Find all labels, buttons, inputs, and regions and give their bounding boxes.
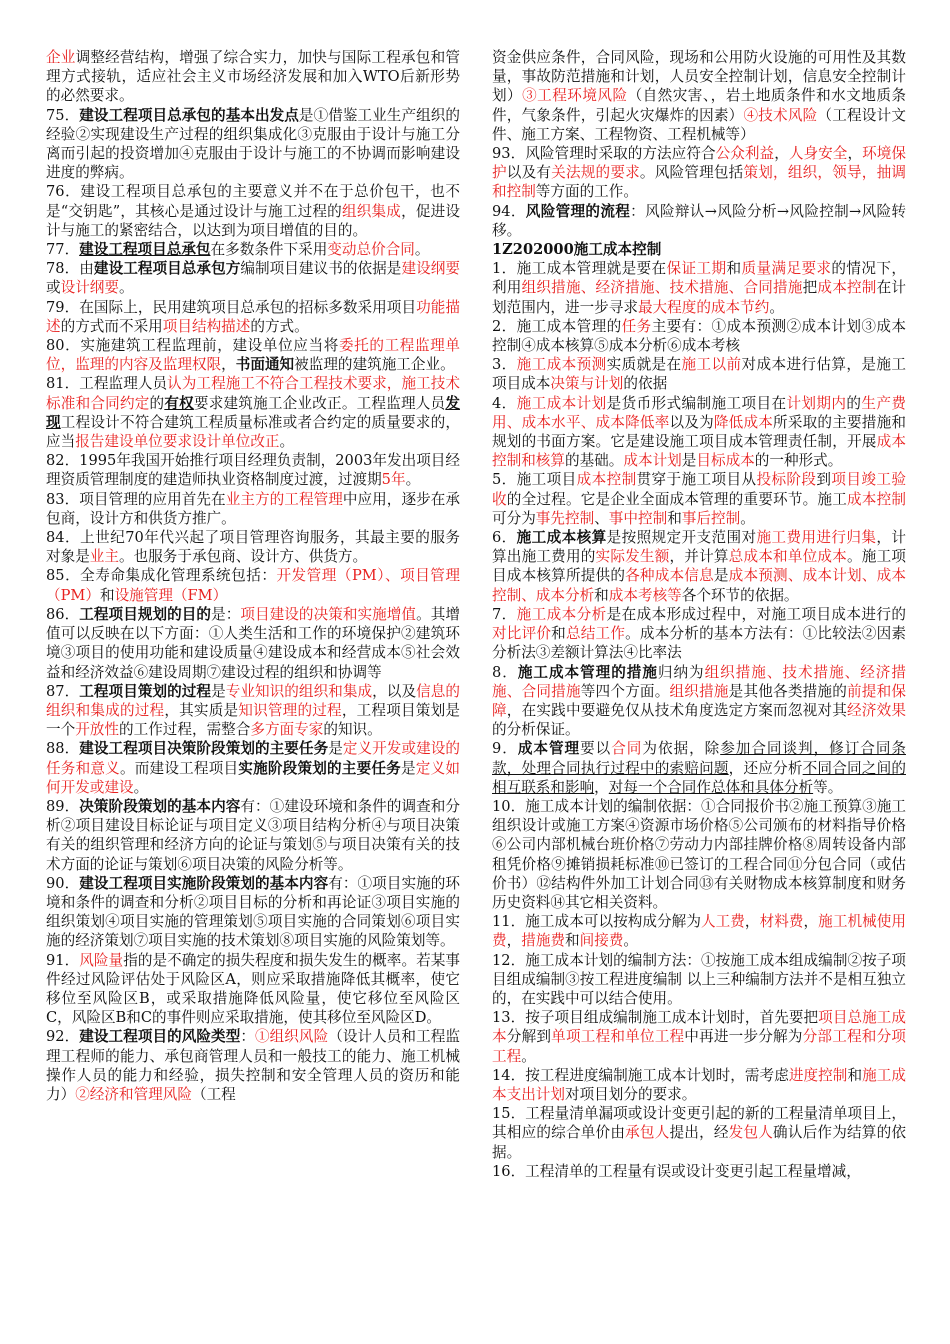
text-run: 项目建设的决策和实施增值 [240, 605, 417, 623]
text-run: 书面通知 [235, 356, 295, 374]
text-run: 公众利益 [715, 145, 775, 163]
text-run: ，工程项目策划是一个 [46, 701, 460, 739]
text-run: 13．按子项目组成编制施工成本计划时，首先要把 [492, 1009, 819, 1027]
text-run: 成本计划 [623, 452, 682, 470]
text-run: 1．施工成本管理就是要在 [492, 260, 667, 278]
text-run: 建设纲要 [401, 260, 460, 278]
text-run: 编制项目建议书的依据是 [240, 260, 402, 278]
right-column [492, 48, 906, 1181]
text-run: 6． [492, 529, 517, 547]
text-run: 成本预测、成本计划、成本控制、成本分析 [492, 567, 906, 604]
text-run: ， [744, 913, 760, 931]
text-run: 对成本进行估算，是施工项目成本 [492, 356, 906, 393]
text-run: 是 [211, 682, 226, 700]
text-run: 中应用，逐步在承包商，设计方和供货方推广。 [46, 490, 460, 527]
paragraph [492, 144, 906, 202]
text-run: 分解到 [506, 1028, 552, 1046]
text-run: 是 [298, 106, 314, 124]
text-run: 88． [46, 740, 80, 758]
text-run: 等。 [813, 778, 843, 796]
paragraph [492, 1162, 906, 1181]
text-run: 10．施工成本计划的编制依据：①合同报价书②施工预算③施工组织设计或施工方案④资源市场价格⑤公司颁布的材料指导价格⑥公司内部机械台班价格⑦劳动力内部挂牌价格⑧周转设备内部租凭价格⑨摊销损耗标准⑩已签订的工程合同⑪分包合同（或估价书）⑫结构件外加工计划合同⑬有关财物成本核算制度和财务历史资料⑭其它相关资料。 [492, 797, 906, 911]
text-run: 项目总施工成本 [492, 1009, 906, 1046]
text-run: 91． [46, 951, 80, 969]
paragraph [46, 1027, 460, 1104]
text-run: 环境保护 [492, 145, 906, 182]
text-run: 变动总价合同 [327, 241, 415, 259]
text-run: 施工成本支出计划 [492, 1066, 906, 1103]
text-run: 施工成本计划 [516, 394, 607, 412]
text-run: 策划，组织，领导，抽调和控制 [492, 164, 906, 201]
text-run: 或 [46, 279, 61, 297]
paragraph [46, 48, 460, 106]
text-run: 是 [328, 740, 343, 758]
text-run: 77． [46, 241, 80, 259]
text-run: 前提和保障 [492, 682, 906, 719]
paragraph [46, 797, 460, 874]
paragraph [492, 912, 906, 950]
paragraph [46, 951, 460, 1028]
text-run: 有：①项目实施的环境和条件的调查和分析②项目目标的分析和再论证③项目实施的组织策划④项目实施的管理策划⑤项目实施的合同策划⑥项目实施的经济策划⑦项目实施的技术策划⑧项目实施的风险策划等。 [46, 874, 460, 950]
text-run: 施工机械使用费 [492, 913, 906, 950]
text-run: 和 [726, 260, 742, 278]
text-run: 确认后作为结算的依据。 [492, 1124, 906, 1161]
text-run: 是其他各类措施的 [728, 682, 847, 700]
paragraph [46, 298, 460, 336]
text-run: 79．在国际上，民用建筑项目总承包的招标多数采用项目 [46, 298, 417, 316]
text-run: 90． [46, 874, 80, 892]
text-run: 4． [492, 394, 517, 412]
text-run: 各种成本信息 [625, 567, 714, 585]
text-run: 对比评价 [492, 625, 552, 643]
text-run: 建设工程项目总承包方 [93, 260, 241, 278]
text-run: 76．建设工程项目总承包的主要意义并不在于总价包干，也不是“交钥匙”，其核心是通过设计与施工过程的 [46, 183, 460, 220]
text-run: ②经济和管理风险 [75, 1085, 192, 1103]
text-run: 成本管理 [517, 740, 581, 758]
text-run: 和 [667, 509, 682, 527]
paragraph [46, 874, 460, 951]
text-run: 施工成本核算 [516, 529, 607, 547]
text-run: ①组织风险 [255, 1028, 329, 1046]
text-run: 生产费用、成本水平、成本降低率 [492, 394, 906, 431]
text-run: 等方面的工作。 [535, 183, 638, 201]
text-run: 组织集成 [341, 202, 402, 220]
text-run: ④技术风险 [743, 106, 818, 124]
text-run: ， [774, 145, 789, 163]
text-run: 的分析保证。 [492, 721, 580, 739]
text-run: 委托的工程监理单位，监理的内容及监理权限 [46, 337, 460, 374]
text-run: 专业知识的组织和集成 [225, 682, 373, 700]
text-run: 质量满足要求 [741, 260, 832, 278]
text-run: 在多数条件下采用 [210, 241, 328, 259]
paragraph [492, 951, 906, 1009]
text-run: 关法规的要求 [551, 164, 640, 182]
text-run: ，还应分析 [728, 759, 803, 777]
text-run: 被监理的建筑施工企业。 [294, 356, 455, 374]
text-run: 84．上世纪70年代兴起了项目管理咨询服务，其最主要的服务对象是 [46, 529, 460, 566]
text-run: ， [221, 356, 236, 374]
text-run: 多方面专家 [250, 721, 324, 739]
paragraph [492, 663, 906, 740]
text-run: 86． [46, 605, 80, 623]
text-run: 事中控制 [608, 509, 668, 527]
text-run: ①借鉴工业生产组织的经验②实现建设生产过程的组织集成化③克服由于设计与施工分离而引起的投资增加④克服由于设计与施工的不协调而影响建设进度的弊病。 [46, 106, 460, 182]
text-run: （设计人员和工程监理工程师的能力、承包商管理人员和一般技工的能力、施工机械操作人员的能力和经验，损失控制和安全管理人员的资历和能力） [46, 1028, 460, 1103]
paragraph [46, 451, 460, 489]
paragraph [492, 240, 906, 259]
text-run: 85．全寿命集成化管理系统包括： [46, 567, 277, 585]
text-run: 。 [119, 279, 134, 297]
text-run: 。而建设工程项目 [119, 759, 239, 777]
text-run: 中再进一步分解为 [684, 1028, 803, 1046]
text-run: （自然灾害、，岩土地质条件和水文地质条件，气象条件，引起火灾爆炸的因素） [492, 87, 906, 124]
text-run: 和 [594, 586, 609, 604]
text-run: 定义开发或建设的任务和意义 [46, 740, 460, 777]
text-run: 成本考核等 [608, 586, 682, 604]
text-run: 7． [492, 605, 517, 623]
text-run: 风险量 [79, 951, 124, 969]
paragraph [492, 355, 906, 393]
text-run: （工程 [191, 1085, 236, 1103]
text-run: 要以 [580, 740, 612, 758]
text-run: 认为工程施工不符合工程技术要求，施工技术标准和合同约定 [46, 375, 460, 412]
text-run: 资金供应条件，合同风险，现场和公用防火设施的可用性及其数量，事故防范措施和计划，人员安全控制计划，信息安全控制计划） [492, 49, 906, 105]
text-run: 企业 [46, 49, 76, 66]
text-run: 成本控制和核算 [492, 433, 906, 470]
text-run: 到 [816, 471, 832, 489]
text-run: 。成本分析的基本方法有：①比较法②因素分析法③差额计算法④比率法 [492, 625, 906, 662]
text-run: 、 [594, 509, 609, 527]
text-run: 12．施工成本计划的编制方法：①按施工成本组成编制②按子项目组成编制③按工程进度编制 以上三种编制方法并不是相互独立的，在实践中可以结合使用。 [492, 951, 906, 1007]
text-run: 发包人 [728, 1124, 774, 1142]
text-run: 以及为 [669, 413, 714, 431]
text-run: 不同合同之间的相互联系和影响 [492, 759, 906, 796]
paragraph [492, 1104, 906, 1162]
text-run: 业主方的工程管理 [225, 490, 343, 508]
text-run: 事先控制 [535, 509, 595, 527]
text-run: 的方式。 [250, 317, 309, 335]
text-run: ，在实践中要避免仅从技术角度选定方案而忽视对其 [506, 701, 847, 719]
text-run: 施工成本管理的措施 [517, 663, 658, 681]
text-run: 是货币形式编制施工项目在 [606, 394, 787, 412]
text-run: 归纳为 [657, 663, 705, 681]
text-run: 是按照规定开支范围对 [606, 529, 757, 547]
text-run: 项目竣工验收 [492, 471, 906, 508]
text-run: 为依据，除 [642, 740, 721, 758]
text-run: 14．按工程进度编制施工成本计划时，需考虑 [492, 1066, 789, 1084]
text-run: 成本控制 [576, 471, 637, 489]
text-run: 的工作过程，需整合 [119, 721, 251, 739]
text-run: 开放性 [75, 721, 119, 739]
text-run: 和 [565, 932, 580, 950]
text-run: 可分为 [492, 509, 536, 527]
text-run: 8． [492, 663, 518, 681]
text-run: 总结工作 [565, 625, 626, 643]
text-run: 11．施工成本可以按构成分解为 [492, 913, 701, 931]
text-run: 把 [802, 279, 818, 297]
text-run: 在计划范围内，进一步寻求 [492, 279, 906, 316]
text-run: 75． [46, 106, 80, 124]
text-run: 。风险管理包括 [639, 164, 744, 182]
text-run: 单项工程和单位工程 [551, 1028, 685, 1046]
paragraph [46, 182, 460, 240]
text-run: 施工成本预测 [516, 356, 607, 374]
text-run: 施工成本分析 [516, 605, 607, 623]
text-run: 工程设计不符合建筑工程质量标准或者合约定的质量要求的，应当 [46, 413, 460, 451]
text-run: ，计算出施工费用的 [492, 529, 906, 566]
text-run: 参加合同谈判，修订合同条款，处理合同执行过程中的索赔问题 [492, 740, 906, 777]
text-run: 实质就是在 [606, 356, 682, 374]
text-run: 主要有：①成本预测②成本计划③成本控制④成本核算⑤成本分析⑥成本考核 [492, 317, 906, 355]
text-run: 的 [846, 394, 862, 412]
text-run: 材料费 [759, 913, 804, 931]
text-run: 和 [551, 625, 566, 643]
text-run: ③工程环境风险 [522, 87, 628, 105]
paragraph [492, 797, 906, 912]
paragraph [492, 259, 906, 317]
text-run: 。 [623, 932, 639, 950]
text-run: 实施阶段策划的主要任务 [238, 759, 401, 777]
paragraph [492, 394, 906, 471]
text-run: 。施工项目成本核算所提供的 [492, 548, 906, 585]
paragraph [492, 739, 906, 797]
text-run: ，其实质是 [164, 701, 239, 719]
text-run: 5．施工项目 [492, 471, 577, 489]
text-run: 的依据 [623, 375, 668, 393]
text-run: 。 [133, 778, 149, 796]
text-run: 。也服务于承包商、设计方、供货方。 [119, 548, 368, 566]
text-run: 间接费 [579, 932, 624, 950]
text-run: 组织措施、技术措施、经济措施、合同措施 [492, 663, 906, 700]
text-run: 5年 [381, 471, 406, 489]
paragraph [46, 605, 460, 682]
text-run: 提出，经 [669, 1124, 729, 1142]
paragraph [46, 682, 460, 740]
text-run: 3． [492, 356, 517, 374]
text-run: 指的是不确定的损失程度和损失发生的概率。若某事件经过风险评估处于风险区A，则应采取措施降低其概率，使它移位至风险区B，或采取措施降低风险量，使它移位至风险区C，风险区B和C的事件则应采取措施，使其移位至风险区D。 [46, 951, 460, 1027]
text-run: 信息的组织和集成的过程 [46, 682, 460, 719]
text-run: 。 [279, 433, 295, 451]
paragraph [46, 259, 460, 297]
text-run: 业主 [89, 548, 119, 566]
text-run: 措施费 [521, 932, 566, 950]
text-run: 设计纲要 [60, 279, 119, 297]
paragraph [46, 490, 460, 528]
text-run: 87． [46, 682, 80, 700]
paragraph [492, 1008, 906, 1066]
paragraph [46, 566, 460, 604]
text-run: 开发管理（PM）、项目管理（PM） [46, 567, 460, 604]
text-run: ， [594, 778, 609, 796]
text-run: 是： [211, 605, 241, 623]
text-run: 是 [681, 452, 697, 470]
text-run: 94． [492, 202, 526, 220]
paragraph [46, 528, 460, 566]
text-run: 目标成本 [696, 452, 755, 470]
text-run: 任务 [621, 317, 652, 335]
text-run: 92． [46, 1028, 80, 1046]
text-run: 的基础。 [564, 452, 624, 470]
text-run: ， [506, 932, 522, 950]
text-run: 。 [414, 241, 430, 259]
text-run: 保证工期 [666, 260, 727, 278]
text-run: 功能描述 [46, 298, 460, 335]
text-run: 93．风险管理时采取的方法应符合 [492, 145, 716, 163]
text-run: 承包人 [625, 1124, 670, 1142]
text-run: ，促进设计与施工的紧密结合，以达到为项目增值的目的。 [46, 202, 460, 239]
text-run: 89． [46, 797, 80, 815]
text-run: 是在成本形成过程中，对施工项目成本进行的 [606, 605, 906, 623]
text-run: 建设工程项目总承包的基本出发点 [79, 106, 299, 124]
text-run: 风险管理的流程 [525, 202, 631, 220]
text-run: 以及有 [506, 164, 552, 182]
text-run: 工程项目策划的过程 [79, 682, 212, 700]
paragraph [492, 470, 906, 528]
text-run: 15．工程量清单漏项或设计变更引起的新的工程量清单项目上，其相应的综合单价由 [492, 1105, 906, 1142]
paragraph [46, 739, 460, 797]
text-run: 2．施工成本管理的 [492, 317, 622, 335]
left-column [46, 48, 460, 1104]
text-run: 成本控制 [847, 490, 906, 508]
text-run: 工程项目规划的目的 [79, 605, 212, 623]
text-run: 16．工程清单的工程量有误或设计变更引起工程量增减， [492, 1162, 861, 1180]
text-run: 的知识。 [323, 721, 382, 739]
text-run: 的情况下，利用 [492, 260, 906, 297]
text-run: 成本控制 [817, 279, 877, 297]
text-run: 决策阶段策划的基本内容 [79, 797, 241, 815]
text-run: 。 [769, 298, 784, 316]
text-run: 80．实施建筑工程监理前，建设单位应当将 [46, 337, 339, 355]
text-run: 1Z202000施工成本控制 [492, 241, 662, 259]
text-run: 定义如何开发或建设 [46, 759, 460, 796]
text-run: 人工费 [700, 913, 745, 931]
text-run: 要求建筑施工企业改正。工程监理人员 [193, 394, 446, 412]
text-run: 最大程度的成本节约 [637, 298, 770, 316]
paragraph [46, 240, 460, 259]
text-run: 分部工程和分项工程 [492, 1028, 906, 1065]
text-run: 建设工程项目决策阶段策划的主要任务 [79, 740, 329, 758]
text-run: 计划期内 [786, 394, 847, 412]
text-run: 是 [400, 759, 416, 777]
text-run: 降低成本 [713, 413, 774, 431]
paragraph [492, 202, 906, 240]
text-run: 对每一个合同作总体和具体分析 [608, 778, 814, 796]
paragraph [492, 317, 906, 355]
text-run: 施工费用进行归集 [756, 529, 877, 547]
paragraph [46, 336, 460, 374]
paragraph [492, 1066, 906, 1104]
text-run: ，并计算 [669, 548, 729, 566]
text-run: 发现 [46, 394, 460, 431]
text-run: 人身安全 [788, 145, 848, 163]
text-run: ， [803, 913, 819, 931]
text-run: 组织措施 [669, 682, 729, 700]
paragraph [492, 605, 906, 663]
paragraph [492, 528, 906, 605]
text-run: 投标阶段 [756, 471, 817, 489]
text-run: 调整经营结构，增强了综合实力，加快与国际工程承包和管理方式接轨，适应社会主义市场经济发展和加入WTO后新形势的必然要求。 [46, 49, 460, 105]
text-run: 82．1995年我国开始推行项目经理负责制，2003年发出项目经理资质管理制度的建造师执业资格制度过渡，过渡期 [46, 452, 460, 489]
text-run: 总成本和单位成本 [728, 548, 847, 566]
text-run: 。 [740, 509, 755, 527]
text-run: 的方式而不采用 [60, 317, 163, 335]
text-run: 有：①建设环境和条件的调查和分析②项目建设目标论证与项目定义③项目结构分析④与项目决策有关的组织管理和经济方向的论证与策划⑤与项目决策有关的技术方面的论证与策划⑥项目决策的风险分析等。 [46, 797, 460, 873]
paragraph [492, 48, 906, 144]
text-run: 所采取的主要措施和规划的书面方案。它是建设施工项目成本管理责任制，开展 [492, 413, 906, 451]
text-run: 实际发生额 [595, 548, 670, 566]
text-run: 的 [149, 394, 165, 412]
text-run: 和 [99, 586, 115, 604]
paragraph [46, 106, 460, 183]
text-run: ，以及 [372, 682, 417, 700]
text-run: 83．项目管理的应用首先在 [46, 490, 226, 508]
text-run: 施工以前 [681, 356, 742, 374]
text-run: 的全过程。它是企业全面成本管理的重要环节。施工 [506, 490, 847, 508]
text-run: 对项目划分的要求。 [564, 1085, 697, 1103]
text-run: 。 [521, 1047, 536, 1065]
text-run: 报告建设单位要求设计单位改正 [75, 433, 280, 451]
text-run: 78．由 [46, 260, 94, 278]
text-run: 设施管理（FM） [114, 586, 228, 604]
text-run: ， [847, 145, 863, 163]
text-run: 的一种形式。 [754, 452, 843, 470]
text-run: 是 [713, 567, 729, 585]
text-run: 和 [847, 1066, 863, 1084]
text-run: 建设工程项目总承包 [79, 241, 211, 259]
text-run: 建设工程项目实施阶段策划的基本内容 [79, 874, 329, 892]
text-run: 。 [405, 471, 421, 489]
text-run: （工程设计文件、施工方案、工程物资、工程机械等） [492, 106, 906, 143]
text-run: 等四个方面。 [580, 682, 670, 700]
text-run: 建设工程项目的风险类型 [79, 1028, 241, 1046]
text-run: 。其增值可以反映在以下方面：①人类生活和工作的环境保护②建筑环境③项目的使用功能和建设质量④建设成本和经营成本⑤社会效益和经济效益⑥建设周期⑦建设过程的组织和协调等 [46, 605, 460, 681]
text-run: 经济效果 [847, 701, 906, 719]
text-run: 项目结构描述 [162, 317, 251, 335]
text-run: 知识管理的过程 [238, 701, 342, 719]
text-run: 81．工程监理人员 [46, 375, 168, 393]
text-run: 有权 [164, 394, 194, 412]
text-run: 贯穿于施工项目从 [636, 471, 757, 489]
text-run: ： [240, 1028, 255, 1046]
text-run: 组织措施、经济措施、技术措施、合同措施 [521, 279, 803, 297]
text-run: 决策与计划 [550, 375, 624, 393]
text-run: 各个环节的依据。 [681, 586, 799, 604]
text-run: ：风险辩认→风险分析→风险控制→风险转移。 [492, 202, 906, 239]
text-run: 事后控制 [681, 509, 741, 527]
text-run: 9． [492, 740, 518, 758]
paragraph [46, 374, 460, 451]
text-run: 进度控制 [788, 1066, 848, 1084]
text-run: 合同 [611, 740, 643, 758]
